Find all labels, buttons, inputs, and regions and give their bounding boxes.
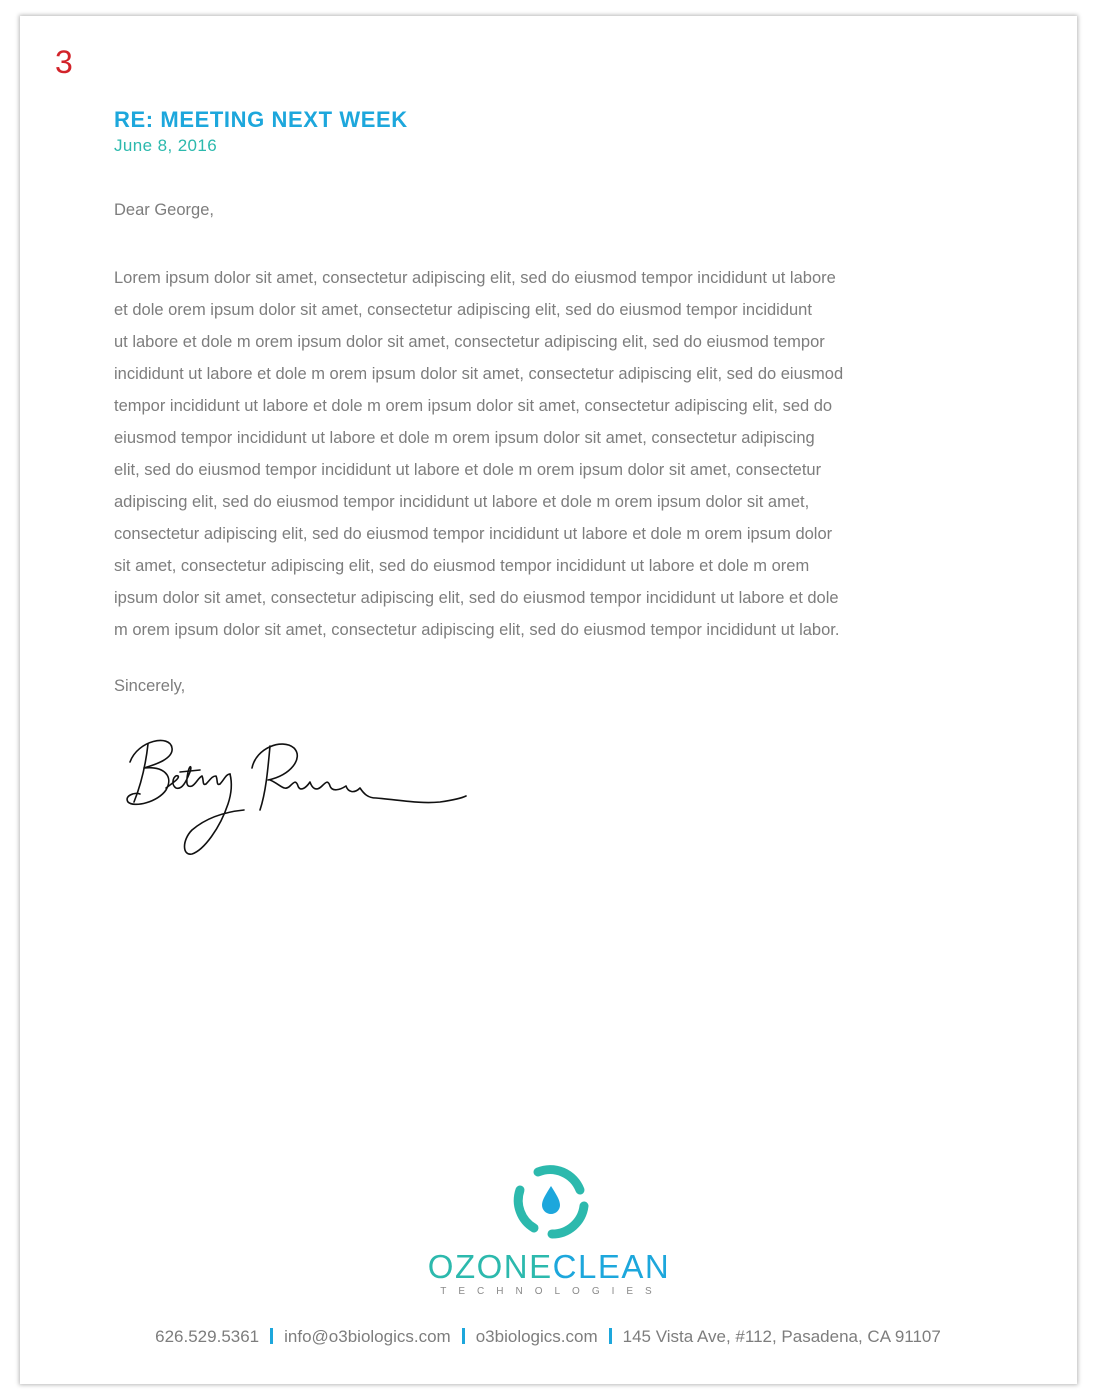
logo-tagline: TECHNOLOGIES xyxy=(440,1286,664,1297)
ozoneclean-wordmark xyxy=(418,1248,680,1286)
wordmark-ozone: OZONE xyxy=(427,1248,553,1285)
handwritten-signature xyxy=(120,732,480,862)
page-number: 3 xyxy=(55,44,73,80)
body-line: elit, sed do eiusmod tempor incididunt ut labore et dole m orem ipsum dolor sit amet, consectetur xyxy=(114,461,822,479)
body-line: tempor incididunt ut labore et dole m orem ipsum dolor sit amet, consectetur adipiscing elit, sed do xyxy=(114,397,833,415)
body-line: eiusmod tempor incididunt ut labore et dole m orem ipsum dolor sit amet, consectetur adipiscing xyxy=(114,429,815,447)
ozoneclean-logo-icon xyxy=(510,1160,592,1242)
letter-closing: Sincerely, xyxy=(114,677,186,695)
footer-phone: 626.529.5361 xyxy=(155,1327,260,1346)
contact-footer xyxy=(0,1326,1096,1348)
letter-salutation: Dear George, xyxy=(114,201,214,219)
footer-email: info@o3biologics.com xyxy=(284,1327,451,1346)
body-line: ut labore et dole m orem ipsum dolor sit amet, consectetur adipiscing elit, sed do eiusmod tempor xyxy=(114,333,825,351)
footer-divider xyxy=(462,1328,465,1344)
body-line: m orem ipsum dolor sit amet, consectetur adipiscing elit, sed do eiusmod tempor incididunt ut labor. xyxy=(114,621,840,639)
footer-address: 145 Vista Ave, #112, Pasadena, CA 91107 xyxy=(622,1327,941,1346)
body-line: et dole orem ipsum dolor sit amet, consectetur adipiscing elit, sed do eiusmod tempor incididunt xyxy=(114,301,812,319)
footer-website: o3biologics.com xyxy=(475,1327,598,1346)
letter-subject: RE: MEETING NEXT WEEK xyxy=(114,107,408,132)
body-line: incididunt ut labore et dole m orem ipsum dolor sit amet, consectetur adipiscing elit, sed do eiusmod xyxy=(114,365,844,383)
footer-divider xyxy=(609,1328,612,1344)
body-line: Lorem ipsum dolor sit amet, consectetur adipiscing elit, sed do eiusmod tempor incididunt ut labore xyxy=(114,269,836,287)
letter-date: June 8, 2016 xyxy=(114,136,218,155)
body-line: adipiscing elit, sed do eiusmod tempor incididunt ut labore et dole m orem ipsum dolor sit amet, xyxy=(114,493,810,511)
body-line: sit amet, consectetur adipiscing elit, sed do eiusmod tempor incididunt ut labore et dole m orem xyxy=(114,557,810,575)
body-line: ipsum dolor sit amet, consectetur adipiscing elit, sed do eiusmod tempor incididunt ut labore et dole xyxy=(114,589,839,607)
body-line: consectetur adipiscing elit, sed do eiusmod tempor incididunt ut labore et dole m orem ipsum dolor xyxy=(114,525,833,543)
wordmark-clean: CLEAN xyxy=(552,1248,671,1285)
letter-body xyxy=(114,262,994,646)
footer-divider xyxy=(270,1328,273,1344)
